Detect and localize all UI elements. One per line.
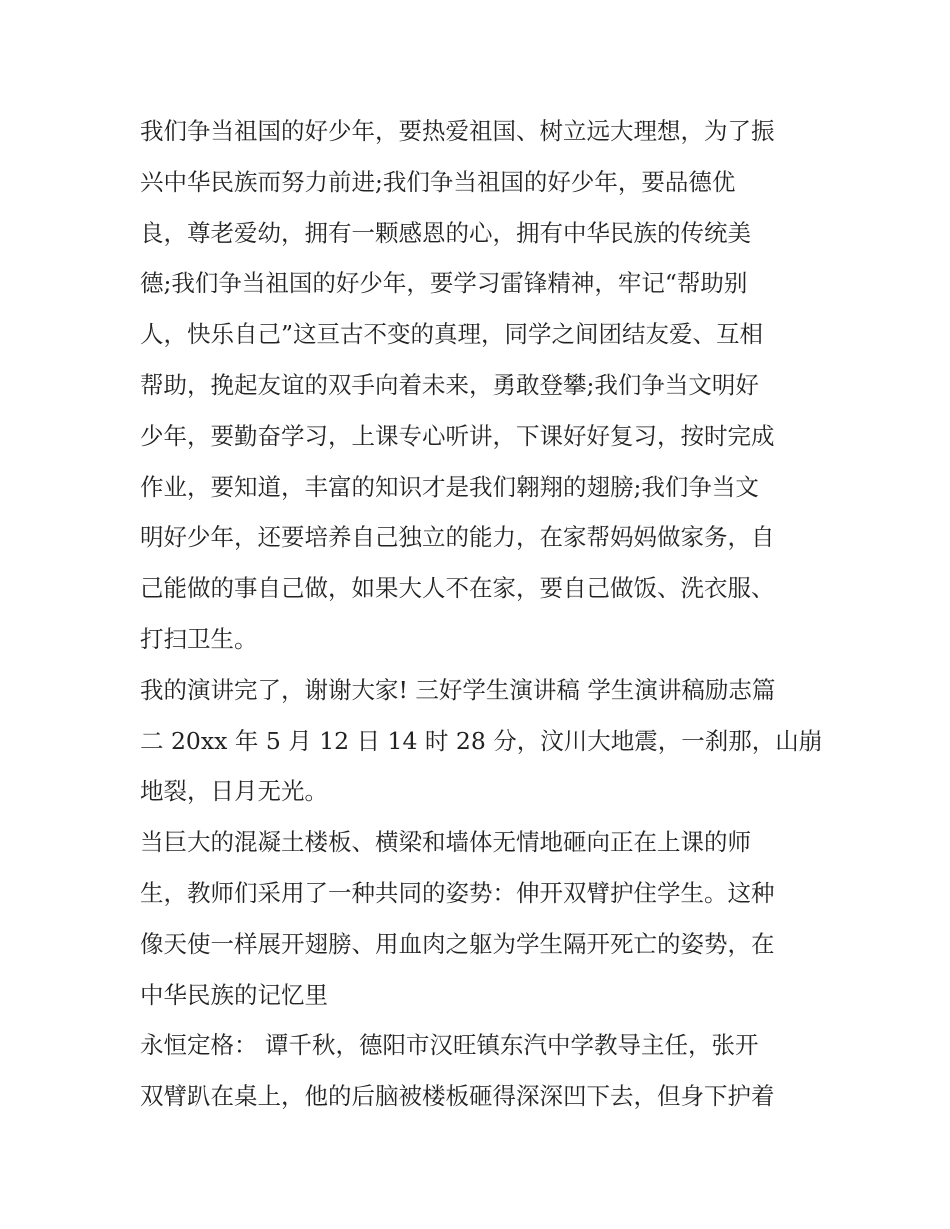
text-line: 双臂趴在桌上，他的后脑被楼板砸得深深凹下去，但身下护着 xyxy=(140,1082,775,1111)
text-line: 良，尊老爱幼，拥有一颗感恩的心，拥有中华民族的传统美 xyxy=(140,218,751,247)
text-line: 我们争当祖国的好少年，要热爱祖国、树立远大理想，为了振 xyxy=(140,117,775,145)
text-line: 人，快乐自己”这亘古不变的真理，同学之间团结友爱、互相 xyxy=(140,320,764,349)
text-line: 作业，要知道，丰富的知识才是我们翱翔的翅膀;我们争当文 xyxy=(140,472,759,501)
text-line: 生，教师们采用了一种共同的姿势：伸开双臂护住学生。这种 xyxy=(140,878,775,907)
text-line: 明好少年，还要培养自己独立的能力，在家帮妈妈做家务，自 xyxy=(140,523,775,552)
text-line: 当巨大的混凝土楼板、横梁和墙体无情地砸向正在上课的师 xyxy=(140,828,751,857)
text-line: 己能做的事自己做，如果大人不在家，要自己做饭、洗衣服、 xyxy=(140,574,775,603)
text-line: 兴中华民族而努力前进;我们争当祖国的好少年，要品德优 xyxy=(140,167,736,196)
text-line: 中华民族的记忆里 xyxy=(140,980,328,1009)
text-line: 像天使一样展开翅膀、用血肉之躯为学生隔开死亡的姿势，在 xyxy=(140,929,775,958)
text-line: 二 20xx 年 5 月 12 日 14 时 28 分，汶川大地震，一刹那，山崩 xyxy=(140,726,823,755)
speech-text-body xyxy=(140,106,823,1122)
text-line: 永恒定格： 谭千秋，德阳市汉旺镇东汽中学教导主任，张开 xyxy=(140,1031,759,1060)
text-line: 德;我们争当祖国的好少年，要学习雷锋精神，牢记“帮助别 xyxy=(140,269,748,298)
text-line: 打扫卫生。 xyxy=(140,624,258,653)
text-line: 少年，要勤奋学习，上课专心听讲，下课好好复习，按时完成 xyxy=(140,421,775,450)
text-line: 帮助，挽起友谊的双手向着未来，勇敢登攀;我们争当文明好 xyxy=(140,370,759,399)
text-line: 地裂，日月无光。 xyxy=(140,777,328,806)
text-line: 我的演讲完了，谢谢大家! 三好学生演讲稿 学生演讲稿励志篇 xyxy=(140,675,776,704)
